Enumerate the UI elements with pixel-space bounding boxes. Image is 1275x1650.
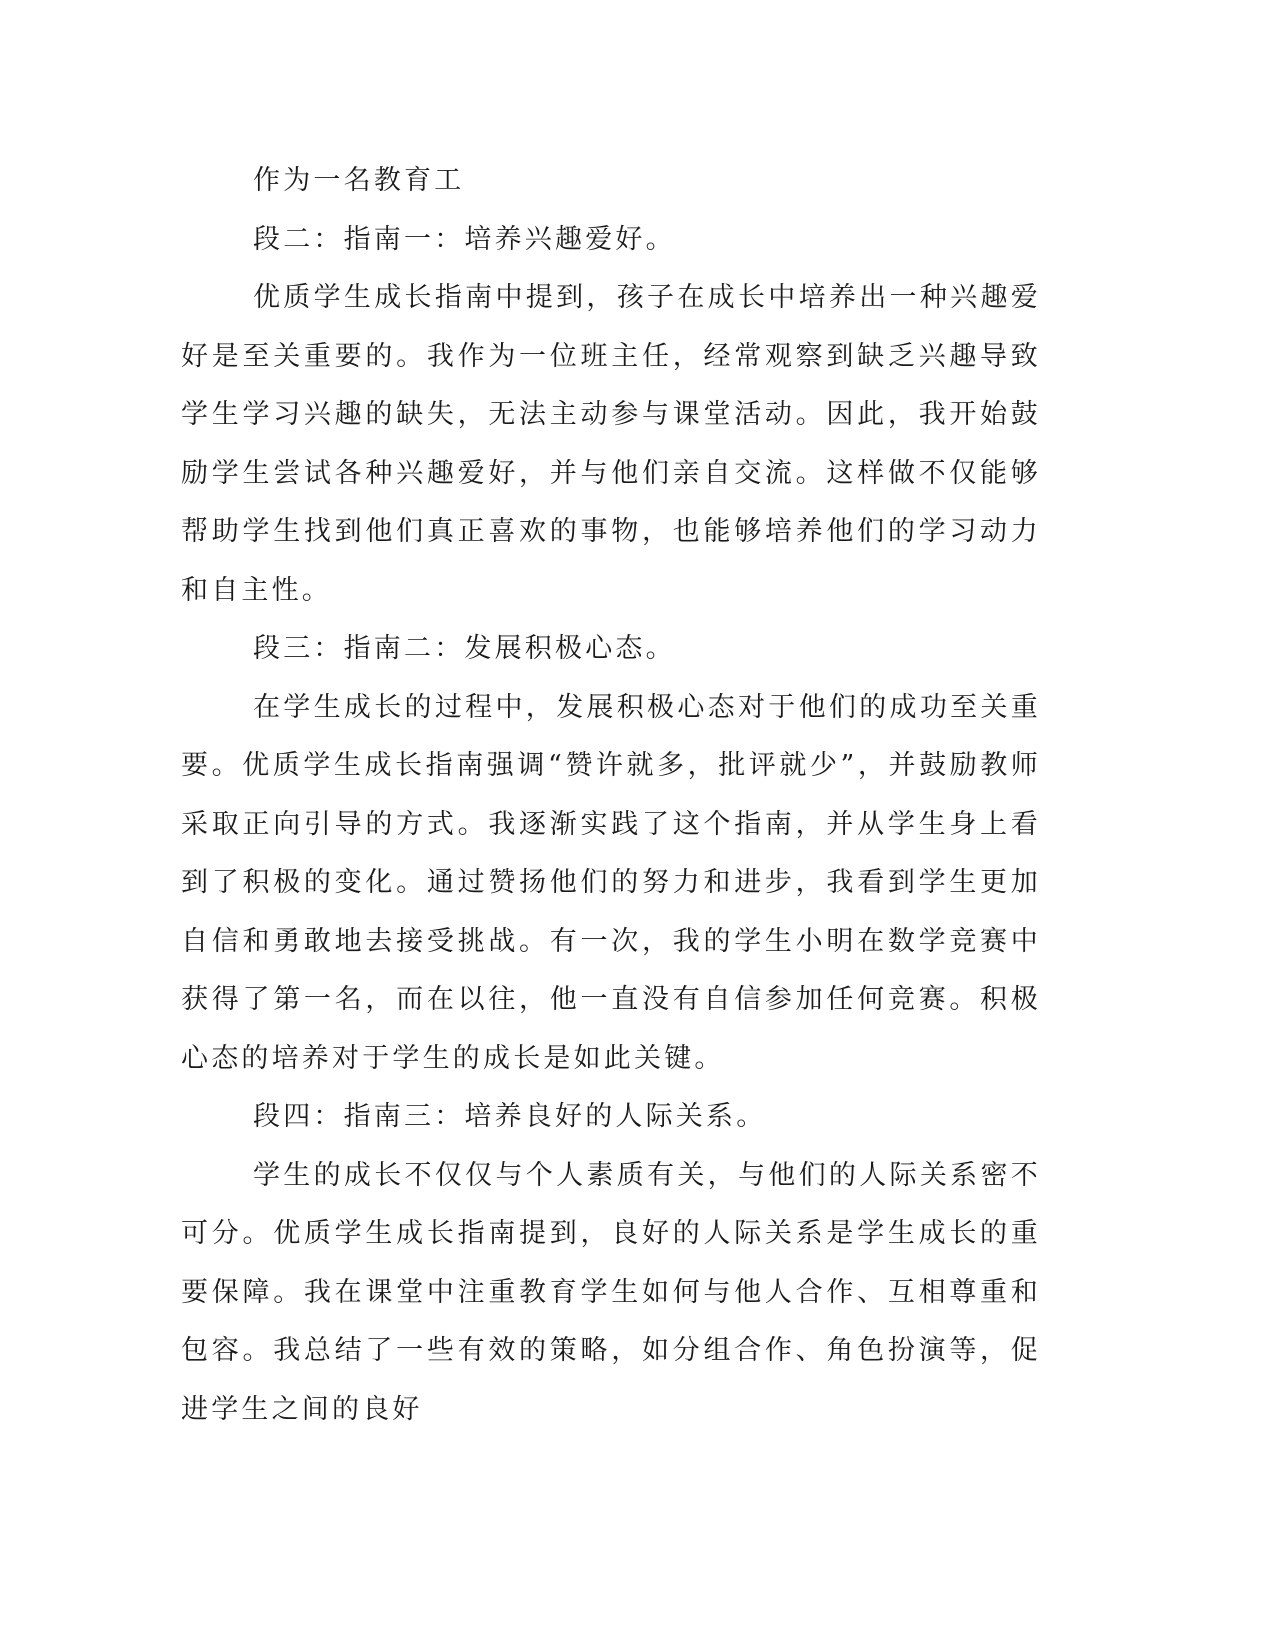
paragraph-relationships: 学生的成长不仅仅与个人素质有关，与他们的人际关系密不可分。优质学生成长指南提到，良好的人际关系是学生成长的重要保障。我在课堂中注重教育学生如何与他人合作、互相尊重和包容。我总结了一些有效的策略，如分组合作、角色扮演等，促进学生之间的良好	[181, 1159, 1041, 1425]
section-heading-guide-one: 段二：指南一：培养兴趣爱好。	[253, 223, 676, 255]
section-heading-guide-three: 段四：指南三：培养良好的人际关系。	[253, 1101, 767, 1132]
intro-fragment: 作为一名教育工	[253, 165, 465, 196]
paragraph-positive-mindset: 在学生成长的过程中，发展积极心态对于他们的成功至关重要。优质学生成长指南强调“赞许就多，批评就少”，并鼓励教师采取正向引导的方式。我逐渐实践了这个指南，并从学生身上看到了积极的变化。通过赞扬他们的努力和进步，我看到学生更加自信和勇敢地去接受挑战。有一次，我的学生小明在数学竞赛中获得了第一名，而在以往，他一直没有自信参加任何竞赛。积极心态的培养对于学生的成长是如此关键。	[181, 691, 1041, 1074]
paragraph-interests: 优质学生成长指南中提到，孩子在成长中培养出一种兴趣爱好是至关重要的。我作为一位班主任，经常观察到缺乏兴趣导致学生学习兴趣的缺失，无法主动参与课堂活动。因此，我开始鼓励学生尝试各种兴趣爱好，并与他们亲自交流。这样做不仅能够帮助学生找到他们真正喜欢的事物，也能够培养他们的学习动力和自主性。	[181, 282, 1041, 606]
section-heading-guide-two: 段三：指南二：发展积极心态。	[253, 633, 676, 664]
document-body	[181, 152, 1041, 1439]
